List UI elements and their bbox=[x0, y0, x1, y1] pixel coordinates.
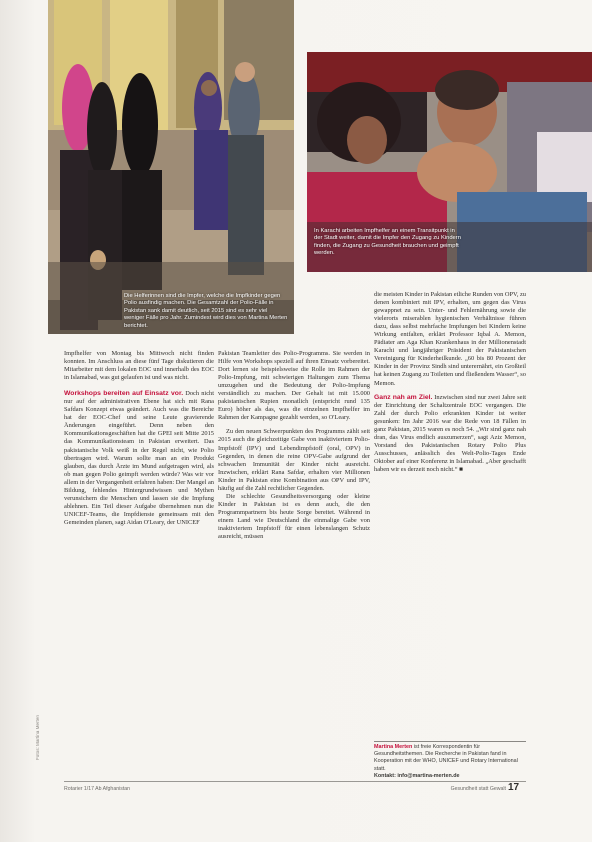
article-column-3 bbox=[374, 291, 526, 474]
footer-section: Gesundheit statt Gewalt bbox=[450, 786, 506, 792]
photo-caption-women: Die Helferinnen sind die Impfer, welche die Impfkinder gegen Polio ausfindig machen. Die Gesamtzahl der Polio-Fälle in Pakistan sank damit deutlich, seit 2015 sind es sehr viel weniger Fälle pro Jahr. Zumindest wird dies von Martina Merten berichtet. bbox=[124, 293, 288, 329]
subheading-workshops: Workshops bereiten auf Einsatz vor. bbox=[64, 390, 184, 398]
author-name: Martina Merten bbox=[374, 744, 413, 750]
photo-women-group bbox=[48, 0, 294, 334]
subheading-ganz-nah: Ganz nah am Ziel. bbox=[374, 393, 433, 401]
author-bio-text: ist freie Korrespondentin für Gesundheitsthemen. Die Recherche in Pakistan fand in Kooperation mit der WHO, UNICEF und Rotary International statt. bbox=[374, 744, 518, 772]
footer-issue: Rotarier 1/17 Ab Afghanistan bbox=[64, 786, 131, 792]
author-divider bbox=[374, 741, 526, 742]
paragraph-text: Inzwischen sind nur zwei Jahre seit der Einrichtung der Schaltzentrale EOC vergangen. Die Zahl der durch Polio erkrankten Kinder ist weiter gesunken: Im Jahr 2016 war die Rede von 18 Fällen in ganz Pakistan, 2015 waren es noch 54. „Wir sind ganz nah dran, das Virus endlich auszumerzen“, sagt Aziz Memon, Vorstand des Pakistanischen Rotary Polio Plus Ausschusses, anlässlich des Welt-Polio-Tages Ende Oktober auf einer Konferenz in Islamabad. „Aber geschafft haben wir es derzeit noch nicht.“ bbox=[374, 393, 526, 473]
footer-divider bbox=[64, 781, 526, 782]
author-contact: Kontakt: info@martina-merten.de bbox=[374, 772, 460, 779]
paragraph bbox=[64, 390, 214, 527]
article-column-1 bbox=[64, 350, 214, 527]
paragraph: Zu den neuen Schwerpunkten des Programms zählt seit 2015 auch die gleichzeitige Gabe von inaktiviertem Polio-Impfstoff (IPV) und Lebendimpfstoff (oral, OPV) in Gegenden, in denen die reine OPV-Gabe aufgrund der schwachen Immunität der Kinder nicht ausreicht. Inzwischen, erklärt Rana Safdar, erhalten vier Millionen Kinder in Pakistan eine Kombination aus OPV und IPV, häufig auf die Zahl rechtlicher Gegenden. bbox=[218, 428, 370, 492]
photo-caption-child: In Karachi arbeiten Impfhelfer an einem Transitpunkt in der Stadt weiter, damit die Impfer den Zugang zu Kindern finden, die Zugang zu Gesundheit brauchen und geimpft werden. bbox=[314, 228, 461, 257]
author-bio bbox=[374, 744, 526, 780]
end-mark: ■ bbox=[459, 465, 463, 473]
paragraph: Die schlechte Gesundheitsversorgung oder kleine Kinder in Pakistan ist es denn auch, die den Programmpartnern bis heute Sorge bereitet. Während in einem Land wie Deutschland die einmalige Gabe von inaktiviertem Impfstoff für einen lebenslangen Schutz ausreicht, müssen bbox=[218, 492, 370, 541]
paragraph-text: Doch nicht nur auf der administrativen Ebene hat sich mit Rana Safdars Konzept etwas geändert. Auch was die Bereiche hat der EOC-Chef und seine Leute gravierende Änderungen eingeführt. Denn neben den Kommunikationsgeschäften hat die GPEI seit Mitte 2015 das Kommunikationsteam in Pakistan erweitert. Das pakistanische Volk weiß in der Regel nicht, wie Polio übertragen wird. Warum sollte man an ein Produkt glauben, das durch Ärzte im Mund aufgetragen wird, als ob man gegen Polio geimpft werden würde? Was wir vor allem in der Vergangenheit erfahren haben: Der Mangel an Bildung, fehlendes Hintergrundwissen und Mythen verunsichern die Menschen und lassen sie die Impfung ablehnen. Ein Teil dieser Aufgabe übernehmen nun die UNICEF-Teams, die Impfdienste gemeinsam mit den Gemeinden planen, sagt Aidan O'Leary, der UNICEF bbox=[64, 390, 215, 526]
page-number: 17 bbox=[508, 782, 520, 793]
article-column-2 bbox=[218, 350, 370, 541]
paragraph: die meisten Kinder in Pakistan etliche Runden von OPV, zu denen kombiniert mit IPV, erhalten, um gegen das Virus gewappnet zu sein. Unter- und Fehlernährung sowie die vielerorts miserablen hygienischen Verhältnisse führen dazu, dass selbst mehrfache Impfungen bei Kindern keine Wirkung entfalten, erklärt Professor Iqbal A. Memon, Pädiater am Aga Khan Krankenhaus in der Millionenstadt Karachi und langjähriger Präsident der Pakistanischen Vereinigung für Kinderheilkunde. „60 bis 80 Prozent der Kinder in der Provinz Sindh sind unterernährt, ein Großteil hat keinen Zugang zu Toiletten und fließendem Wasser“, so Memon. bbox=[374, 291, 526, 387]
photo-credit: Fotos: Martina Merten bbox=[35, 715, 40, 760]
paragraph: Pakistan Teamleiter des Polio-Programms. Sie werden in Hilfe von Workshops speziell auf ihren Einsatz vorbereitet. Dort lernen sie beispielsweise die Rolle im Rahmen der Polio-Impfung, mit schwierigen Haltungen zum Thema umzugehen und die Bedeutung der Polio-Impfung verständlich zu machen. Der Gehalt ist mit 15.000 pakistanischen Rupien monatlich (entspricht rund 135 Euro) höher als das, was die einzelnen Impfhelfer im Rahmen der Kampagne gezahlt werden, so O'Leary. bbox=[218, 350, 370, 422]
paragraph bbox=[374, 394, 526, 474]
paragraph: Impfhelfer von Montag bis Mittwoch nicht finden konnten. Im Anschluss an diese fünf Tage diskutieren die Mitarbeiter mit dem lokalen EOC und innerhalb des EOC in Islamabad, was gut gelaufen ist und was nicht. bbox=[64, 350, 214, 382]
